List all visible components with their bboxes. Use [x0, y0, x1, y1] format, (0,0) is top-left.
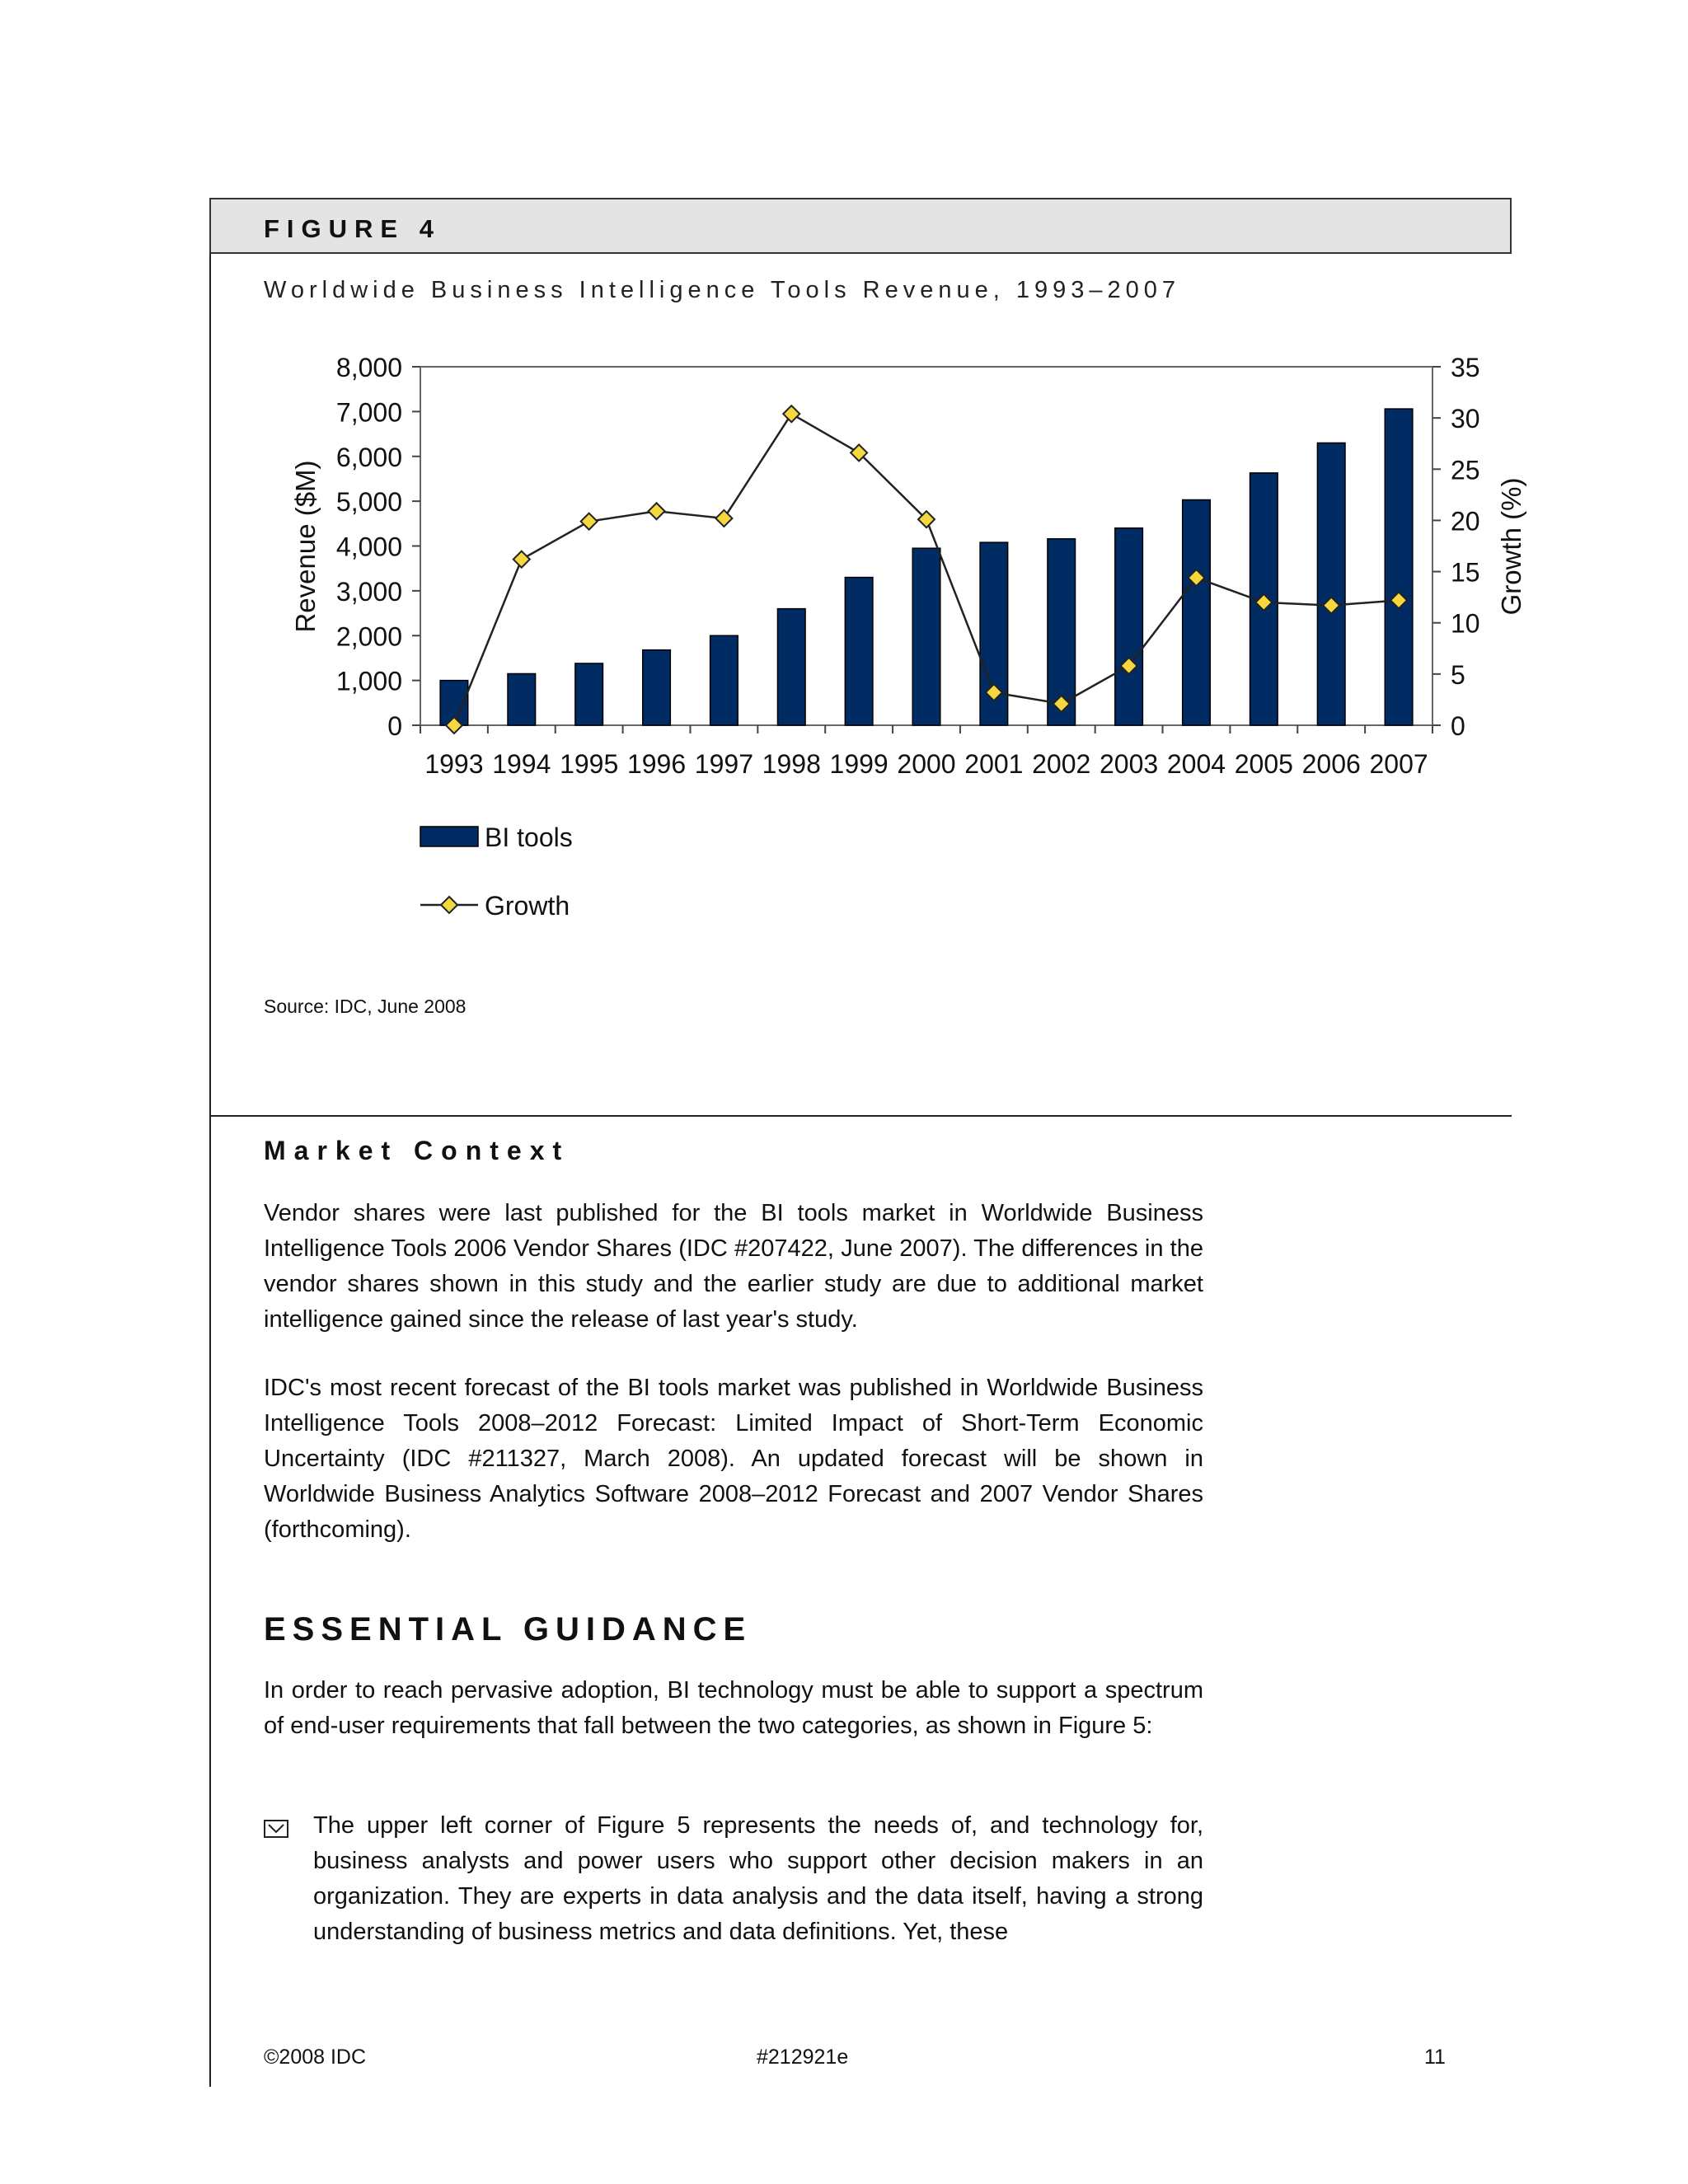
- essential-guidance-paragraph: In order to reach pervasive adoption, BI technology must be able to support a spectrum of end-user requirements that fall between the two categories, as shown in Figure 5:: [264, 1677, 1203, 1739]
- left-axis-tick-label: 4,000: [335, 532, 402, 562]
- x-axis-tick-label: 2006: [1301, 749, 1361, 779]
- revenue-chart: [264, 338, 1533, 964]
- growth-point: [581, 513, 598, 530]
- checkbox-bullet-icon: [264, 1820, 288, 1838]
- x-axis-tick-label: 1993: [424, 749, 484, 779]
- bar: [710, 635, 738, 725]
- growth-point: [715, 510, 732, 527]
- figure-source: Source: IDC, June 2008: [264, 996, 467, 1017]
- x-axis-tick-label: 2000: [897, 749, 956, 779]
- x-axis-tick-label: 2001: [964, 749, 1024, 779]
- x-axis-tick-label: 1995: [560, 749, 619, 779]
- growth-point: [783, 405, 799, 422]
- x-axis-tick-label: 1999: [829, 749, 889, 779]
- figure-header: [209, 198, 1512, 254]
- left-axis-tick-label: 1,000: [335, 666, 402, 696]
- bar: [1115, 528, 1143, 725]
- left-axis-title: Revenue ($M): [290, 460, 321, 633]
- left-margin-rule: [209, 198, 211, 2087]
- left-axis-tick-label: 5,000: [335, 487, 402, 518]
- left-axis-tick-label: 2,000: [335, 621, 402, 652]
- legend-marker-swatch: [441, 897, 457, 913]
- x-axis-tick-label: 2003: [1100, 749, 1159, 779]
- x-axis-tick-label: 1997: [694, 749, 753, 779]
- market-context-paragraph-1: Vendor shares were last published for the BI tools market in Worldwide Business Intelligence Tools 2006 Vendor Shares (IDC #207422, June 2007). The differences in the vendor shares shown in this study and the earlier study are due to additional market intelligence gained since the release of last year's study.: [264, 1200, 1203, 1333]
- chart-svg: [264, 338, 1533, 964]
- bullet-item-text: The upper left corner of Figure 5 represents the needs of, and technology for, business analysts and power users who support other decision makers in an organization. They are experts in data analysis and the data itself, having a strong understanding of business metrics and data definitions. Yet, these: [313, 1812, 1203, 1945]
- legend-label-bi-tools: BI tools: [485, 823, 573, 852]
- right-axis-tick-label: 15: [1451, 557, 1480, 588]
- growth-point: [649, 503, 665, 519]
- bar: [1317, 443, 1345, 725]
- left-axis-tick-label: 0: [387, 711, 402, 741]
- footer-page-number: 11: [1424, 2046, 1446, 2069]
- market-context-heading: Market Context: [264, 1136, 570, 1165]
- bar: [575, 663, 603, 725]
- x-axis-tick-label: 2002: [1032, 749, 1091, 779]
- right-axis-tick-label: 10: [1451, 608, 1480, 639]
- footer-doc-id: #212921e: [757, 2046, 849, 2069]
- figure-label: FIGURE 4: [264, 214, 441, 243]
- left-axis-tick-label: 8,000: [335, 353, 402, 382]
- bar: [1183, 499, 1211, 725]
- bar: [1385, 409, 1413, 725]
- bar: [643, 650, 671, 725]
- legend-bar-swatch: [420, 827, 478, 846]
- bar: [777, 609, 805, 725]
- right-axis-tick-label: 35: [1451, 353, 1480, 382]
- right-axis-tick-label: 30: [1451, 404, 1480, 434]
- x-axis-tick-label: 1994: [492, 749, 551, 779]
- x-axis-tick-label: 2004: [1166, 749, 1226, 779]
- left-axis-tick-label: 3,000: [335, 576, 402, 607]
- right-axis-tick-label: 5: [1451, 659, 1465, 690]
- footer-copyright: ©2008 IDC: [264, 2046, 367, 2069]
- x-axis-tick-label: 2005: [1234, 749, 1293, 779]
- left-axis-tick-label: 6,000: [335, 442, 402, 472]
- section-divider: [209, 1115, 1512, 1117]
- x-axis-tick-label: 1998: [762, 749, 821, 779]
- bar: [845, 578, 873, 725]
- figure-title: Worldwide Business Intelligence Tools Revenue, 1993–2007: [264, 277, 1180, 303]
- right-axis-tick-label: 20: [1451, 506, 1480, 537]
- x-axis-tick-label: 1996: [626, 749, 687, 779]
- right-axis-title: Growth (%): [1496, 477, 1526, 616]
- growth-point: [513, 551, 530, 568]
- left-axis-tick-label: 7,000: [335, 397, 402, 428]
- right-axis-tick-label: 0: [1451, 711, 1465, 741]
- bar: [912, 548, 940, 725]
- x-axis-tick-label: 2007: [1369, 749, 1428, 779]
- market-context-paragraph-2: IDC's most recent forecast of the BI tools market was published in Worldwide Business Intelligence Tools 2008–2012 Forecast: Limited Impact of Short-Term Economic Uncertainty (IDC #211327, March 2008). An updated forecast will be shown in Worldwide Business Analytics Software 2008–2012 Forecast and 2007 Vendor Shares (forthcoming).: [264, 1375, 1203, 1543]
- right-axis-tick-label: 25: [1451, 455, 1480, 485]
- essential-guidance-heading: ESSENTIAL GUIDANCE: [264, 1611, 753, 1647]
- legend-label-growth: Growth: [485, 891, 570, 921]
- bar: [508, 673, 536, 725]
